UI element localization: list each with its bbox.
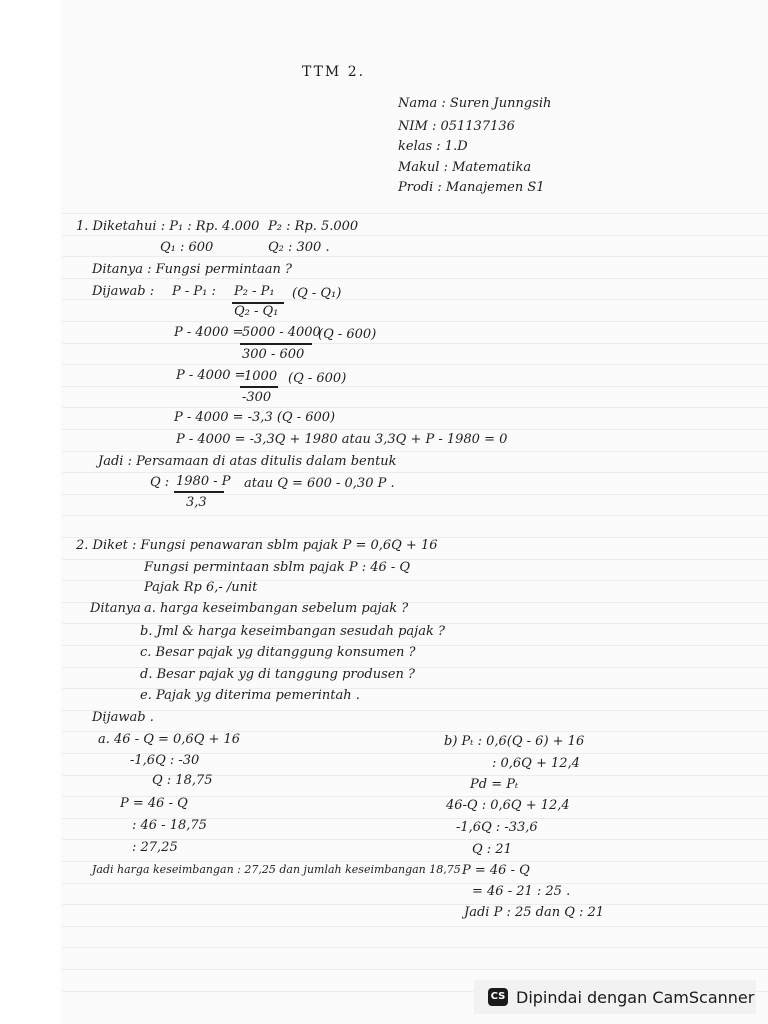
q2-b-line-4: 46-Q : 0,6Q + 12,4 <box>446 798 570 813</box>
ruled-line <box>62 364 768 365</box>
q2-known-demand: Fungsi permintaan sblm pajak P : 46 - Q <box>144 560 411 575</box>
q2-b-line-5: -1,6Q : -33,6 <box>456 820 538 835</box>
q1-step3-fraction-bar <box>240 386 278 388</box>
q1-step3-denominator: -300 <box>242 390 272 405</box>
ruled-line <box>62 321 768 322</box>
camscanner-text: Dipindai dengan CamScanner <box>516 987 755 1007</box>
q1-step3-numerator: 1000 <box>244 369 278 384</box>
ruled-line <box>62 494 768 495</box>
q1-known-p2: P₂ : Rp. 5.000 <box>268 219 359 234</box>
identity-course: Makul : Matematika <box>398 160 532 175</box>
ruled-line <box>62 883 768 884</box>
ruled-line <box>62 278 768 279</box>
q2-known-supply: 2. Diket : Fungsi penawaran sblm pajak P = 0,6Q + 16 <box>76 538 438 553</box>
q2-b-line-2: : 0,6Q + 12,4 <box>492 756 580 771</box>
q1-known-q2: Q₂ : 300 . <box>268 240 330 255</box>
ruled-line <box>62 407 768 408</box>
q2-a-line-1: a. 46 - Q = 0,6Q + 16 <box>98 732 241 747</box>
q2-b-line-9: Jadi P : 25 dan Q : 21 <box>464 905 605 920</box>
identity-name: Nama : Suren Junngsih <box>398 96 552 111</box>
q1-conclusion-denominator: 3,3 <box>186 495 207 510</box>
identity-nim: NIM : 051137136 <box>398 119 515 134</box>
ruled-line <box>62 386 768 387</box>
identity-program: Prodi : Manajemen S1 <box>398 180 545 195</box>
ruled-line <box>62 256 768 257</box>
ruled-line <box>62 904 768 905</box>
page-title: TTM 2. <box>302 64 366 80</box>
q1-step3-left: P - 4000 = <box>176 368 246 383</box>
q2-b-line-8: = 46 - 21 : 25 . <box>472 884 571 899</box>
q1-step2-right: (Q - 600) <box>318 327 377 342</box>
ruled-line <box>62 472 768 473</box>
q1-step2-denominator: 300 - 600 <box>242 347 305 362</box>
q2-asked-label: Ditanya <box>90 601 142 616</box>
ruled-line <box>62 213 768 214</box>
camscanner-watermark <box>474 980 756 1014</box>
q1-known-p1: 1. Diketahui : P₁ : Rp. 4.000 <box>76 219 260 234</box>
q2-b-line-6: Q : 21 <box>472 842 512 857</box>
q1-answer-label: Dijawab : <box>92 284 155 299</box>
q2-asked-c: c. Besar pajak yg ditanggung konsumen ? <box>140 645 416 660</box>
q2-a-line-4: P = 46 - Q <box>120 796 188 811</box>
q2-known-tax: Pajak Rp 6,- /unit <box>144 580 258 595</box>
ruled-line <box>62 515 768 516</box>
q1-step5: P - 4000 = -3,3Q + 1980 atau 3,3Q + P - 1980 = 0 <box>176 432 508 447</box>
q2-asked-d: d. Besar pajak yg di tanggung produsen ? <box>140 667 415 682</box>
q1-step2-numerator: 5000 - 4000 <box>242 325 321 340</box>
q2-a-line-6: : 27,25 <box>132 840 178 855</box>
q2-asked-a: a. harga keseimbangan sebelum pajak ? <box>144 601 409 616</box>
q1-conclusion-right: atau Q = 600 - 0,30 P . <box>244 476 395 491</box>
q1-conclusion-left: Q : <box>150 475 170 490</box>
q2-answer-label: Dijawab . <box>92 710 154 725</box>
q1-step1-denominator: Q₂ - Q₁ <box>234 304 279 319</box>
q1-step1-left: P - P₁ : <box>172 284 216 299</box>
ruled-line <box>62 299 768 300</box>
q2-b-line-3: Pd = Pₜ <box>470 777 519 792</box>
q2-a-conclusion: Jadi harga keseimbangan : 27,25 dan jumlah keseimbangan 18,75 <box>92 863 461 876</box>
camscanner-logo-icon: CS <box>488 988 508 1006</box>
q2-b-line-1: b) Pₜ : 0,6(Q - 6) + 16 <box>444 734 585 749</box>
q2-a-line-5: : 46 - 18,75 <box>132 818 207 833</box>
q2-a-line-2: -1,6Q : -30 <box>130 753 200 768</box>
identity-class: kelas : 1.D <box>398 139 468 154</box>
q1-asked: Ditanya : Fungsi permintaan ? <box>92 262 293 277</box>
q1-step2-left: P - 4000 = <box>174 325 244 340</box>
q1-step3-right: (Q - 600) <box>288 371 347 386</box>
ruled-line <box>62 969 768 970</box>
q1-step1-right: (Q - Q₁) <box>292 286 342 301</box>
q1-known-q1: Q₁ : 600 <box>160 240 214 255</box>
ruled-line <box>62 429 768 430</box>
q1-step1-numerator: P₂ - P₁ <box>234 284 275 299</box>
ruled-line <box>62 451 768 452</box>
q1-conclusion: Jadi : Persamaan di atas ditulis dalam bentuk <box>98 454 397 469</box>
q2-asked-e: e. Pajak yg diterima pemerintah . <box>140 688 360 703</box>
q1-step4: P - 4000 = -3,3 (Q - 600) <box>174 410 336 425</box>
ruled-line <box>62 235 768 236</box>
ruled-line <box>62 710 768 711</box>
q1-conclusion-fraction-bar <box>174 491 224 493</box>
q1-step2-fraction-bar <box>240 343 312 345</box>
q2-b-line-7: P = 46 - Q <box>462 863 530 878</box>
q1-conclusion-numerator: 1980 - P <box>176 474 231 489</box>
q2-asked-b: b. Jml & harga keseimbangan sesudah pajak ? <box>140 624 445 639</box>
q2-a-line-3: Q : 18,75 <box>152 773 213 788</box>
ruled-line <box>62 343 768 344</box>
ruled-line <box>62 947 768 948</box>
ruled-line <box>62 926 768 927</box>
